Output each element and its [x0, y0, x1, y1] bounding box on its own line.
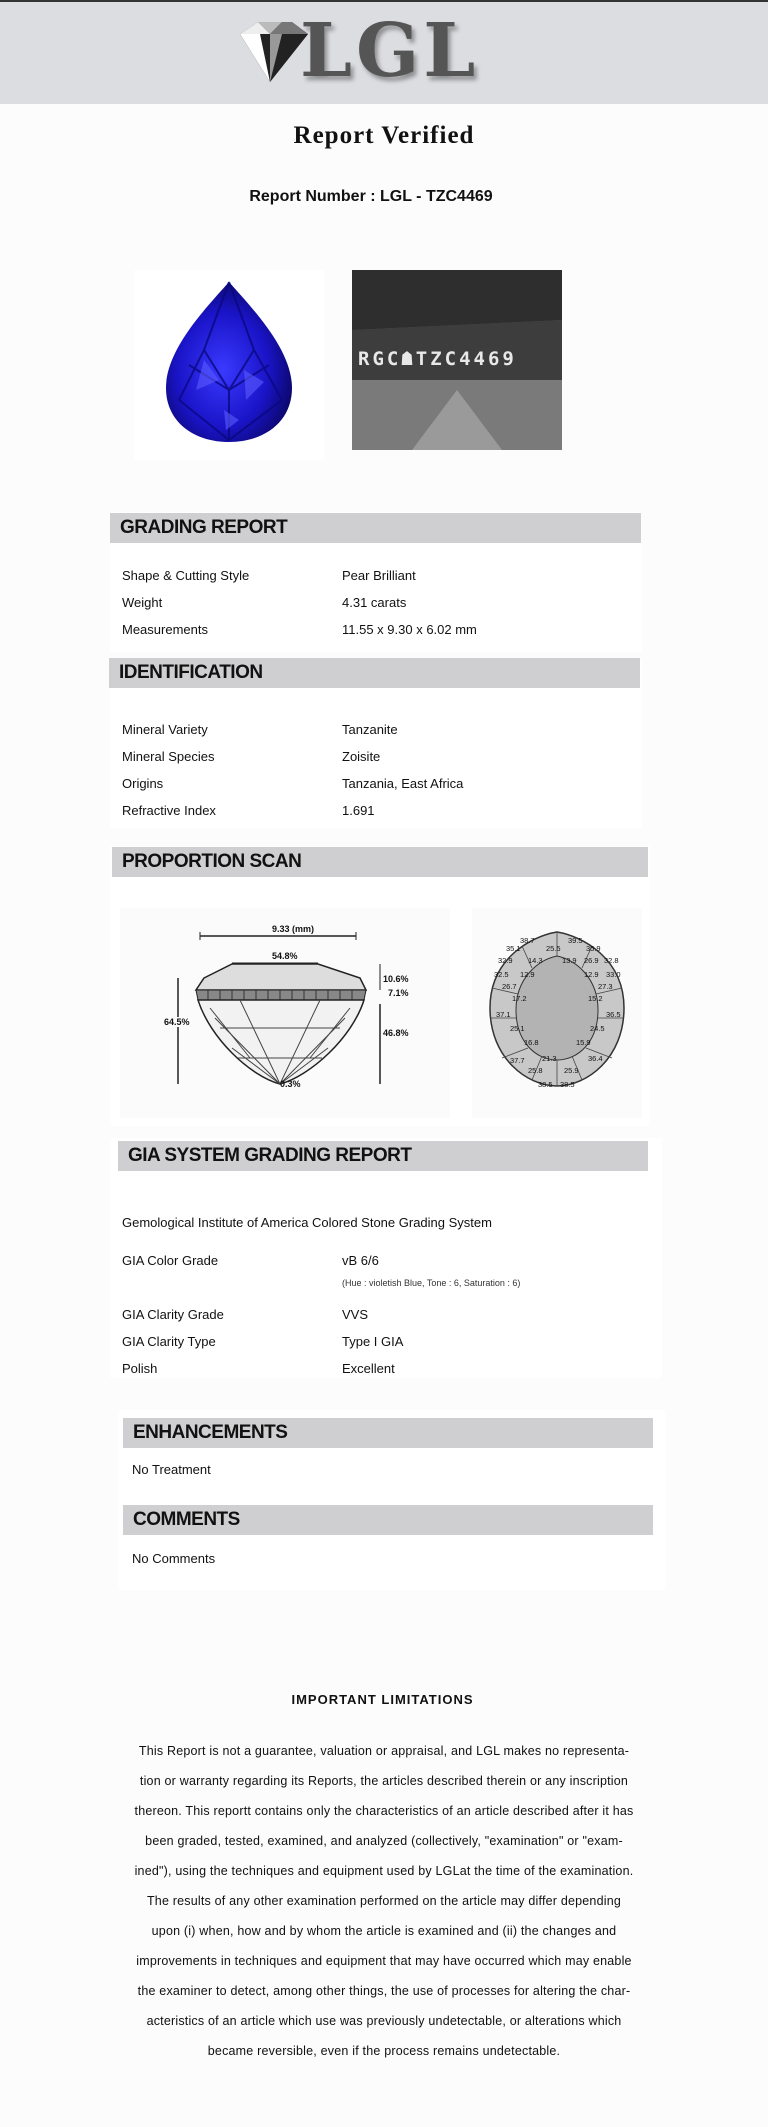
top-facet-label: 25.8	[528, 1066, 543, 1075]
grading-report-header: GRADING REPORT	[110, 513, 641, 543]
weight-label: Weight	[122, 595, 163, 610]
top-facet-label: 38.7	[520, 936, 535, 945]
limitations-line: The results of any other examination performed on the article may differ depending	[146, 1894, 622, 1908]
top-view-diagram	[472, 908, 642, 1118]
measurements-label: Measurements	[122, 622, 208, 637]
top-facet-label: 32.8	[604, 956, 619, 965]
limitations-line: thereon. This reportt contains only the characteristics of an article described after it has	[134, 1804, 634, 1818]
top-facet-label: 15.2	[588, 994, 603, 1003]
limitations-text	[118, 1736, 650, 2066]
top-facet-label: 14.3	[528, 956, 543, 965]
gia-color-note: (Hue : violetish Blue, Tone : 6, Saturation : 6)	[342, 1278, 521, 1288]
top-facet-label: 12.9	[584, 970, 599, 979]
top-facet-label: 26.9	[584, 956, 599, 965]
page-title: Report Verified	[293, 122, 475, 149]
top-facet-label: 13.9	[562, 956, 577, 965]
mineral-variety-label: Mineral Variety	[122, 722, 208, 737]
gem-photo	[134, 270, 324, 460]
inscription-photo	[352, 270, 562, 450]
gia-clarity-grade-value: VVS	[342, 1307, 369, 1322]
side-width-label: 9.33 (mm)	[272, 924, 315, 934]
side-depth-label: 64.5%	[164, 1017, 190, 1027]
top-facet-label: 37.7	[510, 1056, 525, 1065]
refractive-index-label: Refractive Index	[122, 803, 216, 818]
gia-clarity-type-value: Type I GIA	[342, 1334, 404, 1349]
top-facet-label: 21.3	[542, 1054, 557, 1063]
top-facet-label: 33.0	[606, 970, 621, 979]
top-facet-label: 25.9	[564, 1066, 579, 1075]
top-facet-label: 25.1	[510, 1024, 525, 1033]
top-facet-label: 38.5	[538, 1080, 553, 1089]
top-facet-label: 35.1	[506, 944, 521, 953]
gia-system-text: Gemological Institute of America Colored Stone Grading System	[122, 1215, 492, 1230]
side-table-label: 54.8%	[272, 951, 298, 961]
mineral-species-value: Zoisite	[342, 749, 381, 764]
mineral-species-label: Mineral Species	[122, 749, 215, 764]
measurements-value: 11.55 x 9.30 x 6.02 mm	[342, 622, 477, 637]
mineral-variety-value: Tanzanite	[342, 722, 398, 737]
identification-header: IDENTIFICATION	[109, 658, 640, 688]
polish-value: Excellent	[342, 1361, 395, 1376]
comments-text: No Comments	[132, 1551, 216, 1566]
top-facet-label: 24.5	[590, 1024, 605, 1033]
gia-clarity-grade-label: GIA Clarity Grade	[122, 1307, 224, 1322]
shape-label: Shape & Cutting Style	[122, 568, 250, 583]
gia-color-value: vB 6/6	[342, 1253, 379, 1268]
limitations-line: This Report is not a guarantee, valuation or appraisal, and LGL makes no representa-	[138, 1744, 630, 1758]
top-facet-label: 39.5	[568, 936, 583, 945]
polish-label: Polish	[122, 1361, 158, 1376]
gia-clarity-type-label: GIA Clarity Type	[122, 1334, 216, 1349]
side-crown-label: 10.6%	[383, 974, 409, 984]
side-girdle-label: 7.1%	[388, 988, 409, 998]
top-facet-label: 38.5	[560, 1080, 575, 1089]
side-profile-diagram	[120, 908, 450, 1118]
refractive-index-value: 1.691	[342, 803, 375, 818]
origins-value: Tanzania, East Africa	[342, 776, 464, 791]
logo-text: LGL	[300, 8, 480, 94]
gia-header: GIA SYSTEM GRADING REPORT	[118, 1141, 648, 1171]
enhancements-text: No Treatment	[132, 1462, 211, 1477]
top-facet-label: 27.3	[598, 982, 613, 991]
top-facet-label: 26.7	[502, 982, 517, 991]
diamond-logo-icon	[230, 20, 310, 86]
top-facet-label: 32.5	[494, 970, 509, 979]
weight-value: 4.31 carats	[342, 595, 407, 610]
limitations-line: tion or warranty regarding its Reports, the articles described therein or any inscription	[139, 1774, 629, 1788]
proportion-scan-header: PROPORTION SCAN	[112, 847, 648, 877]
limitations-line: became reversible, even if the process remains undetectable.	[207, 2044, 561, 2058]
shape-value: Pear Brilliant	[342, 568, 416, 583]
origins-label: Origins	[122, 776, 164, 791]
limitations-line: the examiner to detect, among other things, the use of processes for altering the char-	[137, 1984, 631, 1998]
limitations-line: upon (i) when, how and by whom the article is examined and (ii) the changes and	[151, 1924, 617, 1938]
top-facet-label: 17.2	[512, 994, 527, 1003]
top-facet-label: 37.1	[496, 1010, 511, 1019]
top-facet-label: 12.9	[520, 970, 535, 979]
enhancements-header: ENHANCEMENTS	[123, 1418, 653, 1448]
limitations-line: improvements in techniques and equipment that may have occurred which may enable	[136, 1954, 632, 1968]
inscription-text: RGC☗TZC4469	[358, 348, 517, 370]
top-facet-label: 36.4	[588, 1054, 603, 1063]
side-culet-label: 0.3%	[280, 1079, 301, 1089]
comments-header: COMMENTS	[123, 1505, 653, 1535]
side-pavilion-label: 46.8%	[383, 1028, 409, 1038]
limitations-line: acteristics of an article which use was previously undetectable, or alterations which	[146, 2014, 622, 2028]
top-facet-label: 32.9	[498, 956, 513, 965]
top-facet-label: 36.5	[606, 1010, 621, 1019]
top-facet-label: 35.9	[586, 944, 601, 953]
report-number: Report Number : LGL - TZC4469	[249, 188, 493, 205]
gia-color-label: GIA Color Grade	[122, 1253, 219, 1268]
top-facet-label: 16.8	[524, 1038, 539, 1047]
top-facet-label: 15.9	[576, 1038, 591, 1047]
limitations-line: ined"), using the techniques and equipment used by LGLat the time of the examination.	[134, 1864, 634, 1878]
top-facet-label: 25.5	[546, 944, 561, 953]
lgl-logo[interactable]	[230, 8, 490, 96]
header-banner	[0, 0, 768, 104]
limitations-title: IMPORTANT LIMITATIONS	[291, 1692, 474, 1707]
limitations-line: been graded, tested, examined, and analyzed (collectively, "examination" or "exam-	[145, 1834, 623, 1848]
